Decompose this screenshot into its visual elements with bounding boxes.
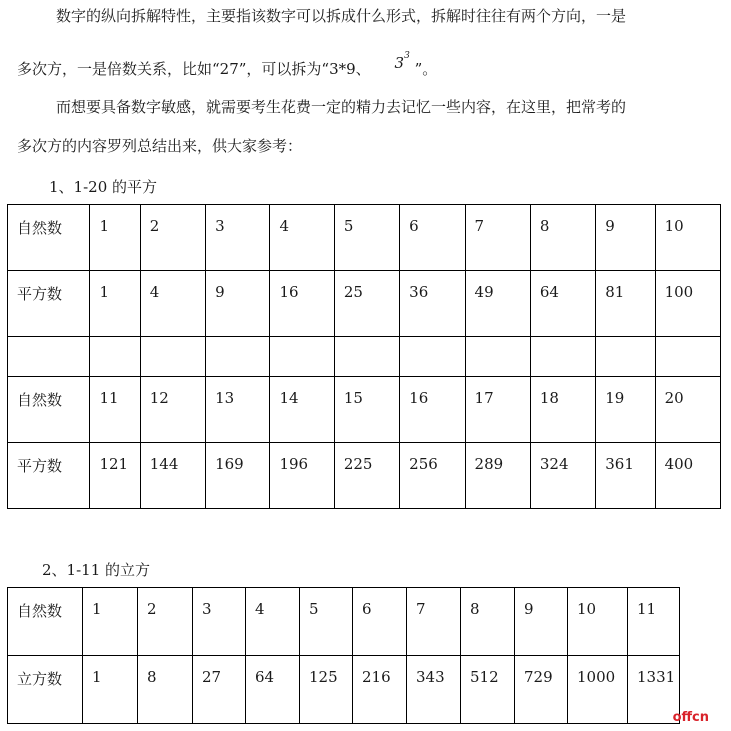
table-cell: 1 [90,271,140,337]
table-cell: 400 [655,443,720,509]
table-cell: 4 [270,205,334,271]
table-cell: 2 [140,205,205,271]
table-cell: 11 [628,588,680,656]
table-cell: 9 [515,588,568,656]
table-cell: 361 [596,443,655,509]
table-cell: 216 [353,656,407,724]
table-cell: 5 [300,588,353,656]
table-cell: 8 [530,205,595,271]
table-cell: 9 [596,205,655,271]
table-cell [140,337,205,377]
table-cell: 196 [270,443,334,509]
table-cell [400,337,465,377]
paragraph-intro-line2-text: 多次方，一是倍数关系，比如“27”，可以拆为“3*9、 [17,60,371,78]
table-row [8,588,680,656]
table-cell: 19 [596,377,655,443]
row-header-cell: 平方数 [8,443,90,509]
table-cell: 512 [461,656,515,724]
table-cell: 81 [596,271,655,337]
squares-table [7,204,721,509]
table-cell: 3 [193,588,246,656]
table-cell: 144 [140,443,205,509]
table-cell: 6 [400,205,465,271]
paragraph-body-line1: 而想要具备数字敏感，就需要考生花费一定的精力去记忆一些内容，在这里，把常考的 [56,98,627,116]
table-cell [530,337,595,377]
table-cell: 12 [140,377,205,443]
table-cell [655,337,720,377]
table-cell: 8 [138,656,193,724]
table-cell: 1 [83,656,138,724]
table-cell: 2 [138,588,193,656]
table-cell: 36 [400,271,465,337]
table-cell: 25 [334,271,399,337]
cubes-heading: 2、1-11 的立方 [42,561,151,579]
table-cell: 64 [530,271,595,337]
table-cell: 8 [461,588,515,656]
table-cell: 7 [407,588,461,656]
table-cell [465,337,530,377]
table-cell: 18 [530,377,595,443]
table-cell [334,337,399,377]
table-cell: 15 [334,377,399,443]
table-cell: 1331 [628,656,680,724]
table-cell: 343 [407,656,461,724]
table-cell: 10 [568,588,628,656]
table-cell: 27 [193,656,246,724]
table-cell: 100 [655,271,720,337]
paragraph-intro-line2 [17,51,438,79]
table-cell: 169 [206,443,270,509]
table-row [8,443,721,509]
table-cell: 49 [465,271,530,337]
table-cell [206,337,270,377]
table-row [8,377,721,443]
table-cell: 3 [206,205,270,271]
cube-base: 3 [394,54,405,72]
table-cell: 10 [655,205,720,271]
table-cell: 5 [334,205,399,271]
cubes-table [7,587,680,724]
table-cell: 64 [246,656,300,724]
table-cell: 9 [206,271,270,337]
table-cell: 17 [465,377,530,443]
table-cell: 729 [515,656,568,724]
table-row [8,205,721,271]
paragraph-body-line2: 多次方的内容罗列总结出来，供大家参考： [17,137,303,155]
row-header-cell: 自然数 [8,205,90,271]
row-header-cell [8,337,90,377]
table-cell: 289 [465,443,530,509]
table-cell: 121 [90,443,140,509]
row-header-cell: 自然数 [8,377,90,443]
row-header-cell: 立方数 [8,656,83,724]
table-cell: 1 [83,588,138,656]
table-cell: 13 [206,377,270,443]
offcn-watermark: offcn [672,710,709,725]
cube-expression [394,51,410,72]
table-cell: 225 [334,443,399,509]
table-cell: 20 [655,377,720,443]
table-cell: 4 [140,271,205,337]
table-cell [596,337,655,377]
row-header-cell: 自然数 [8,588,83,656]
table-cell: 1 [90,205,140,271]
table-cell: 125 [300,656,353,724]
table-row [8,271,721,337]
table-cell: 16 [400,377,465,443]
table-cell: 4 [246,588,300,656]
table-cell: 7 [465,205,530,271]
table-cell: 1000 [568,656,628,724]
table-cell: 16 [270,271,334,337]
table-cell: 11 [90,377,140,443]
table-cell: 256 [400,443,465,509]
table-cell: 6 [353,588,407,656]
paragraph-intro-line1: 数字的纵向拆解特性，主要指该数字可以拆成什么形式，拆解时往往有两个方向，一是 [56,7,627,25]
paragraph-intro-line2-end: ”。 [414,60,438,78]
table-cell [90,337,140,377]
cube-exponent: 3 [404,51,410,61]
table-row [8,337,721,377]
row-header-cell: 平方数 [8,271,90,337]
table-cell [270,337,334,377]
table-cell: 324 [530,443,595,509]
squares-heading: 1、1-20 的平方 [49,178,158,196]
table-cell: 14 [270,377,334,443]
table-row [8,656,680,724]
